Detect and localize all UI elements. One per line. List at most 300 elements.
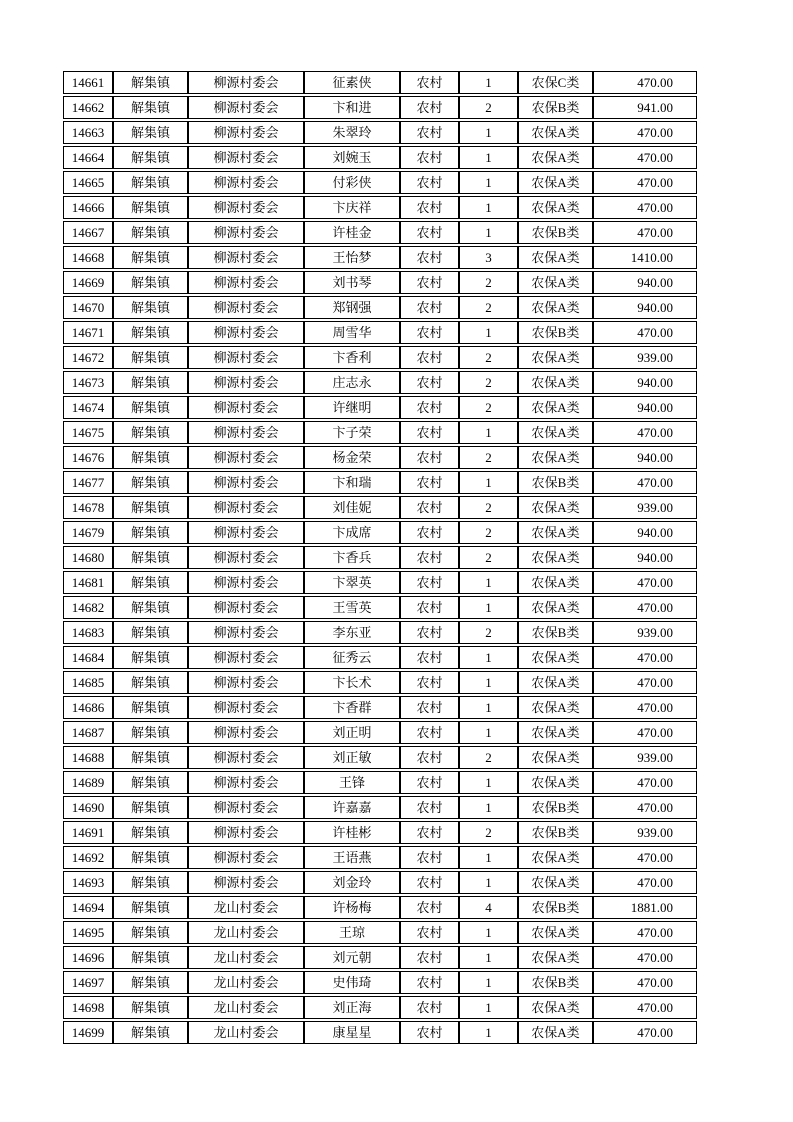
table-row — [63, 571, 697, 594]
amount-cell: 941.00 — [593, 96, 697, 119]
amount-cell: 940.00 — [593, 371, 697, 394]
headcount-cell: 1 — [459, 771, 518, 794]
insurance-category-cell: 农保A类 — [518, 746, 593, 769]
record-id-cell: 14685 — [63, 671, 113, 694]
insurance-category-cell: 农保A类 — [518, 921, 593, 944]
town-cell: 解集镇 — [113, 971, 188, 994]
town-cell: 解集镇 — [113, 446, 188, 469]
headcount-cell: 1 — [459, 321, 518, 344]
residence-type-cell: 农村 — [400, 521, 459, 544]
insurance-category-cell: 农保A类 — [518, 596, 593, 619]
village-committee-cell: 柳源村委会 — [188, 421, 304, 444]
record-id-cell: 14683 — [63, 621, 113, 644]
record-id-cell: 14687 — [63, 721, 113, 744]
village-committee-cell: 柳源村委会 — [188, 221, 304, 244]
record-id-cell: 14696 — [63, 946, 113, 969]
headcount-cell: 1 — [459, 121, 518, 144]
person-name-cell: 许继明 — [304, 396, 400, 419]
person-name-cell: 刘正敏 — [304, 746, 400, 769]
table-row — [63, 446, 697, 469]
table-row — [63, 296, 697, 319]
town-cell: 解集镇 — [113, 371, 188, 394]
table-row — [63, 71, 697, 94]
record-id-cell: 14678 — [63, 496, 113, 519]
town-cell: 解集镇 — [113, 521, 188, 544]
amount-cell: 470.00 — [593, 771, 697, 794]
person-name-cell: 卞香群 — [304, 696, 400, 719]
residence-type-cell: 农村 — [400, 146, 459, 169]
residence-type-cell: 农村 — [400, 71, 459, 94]
amount-cell: 470.00 — [593, 871, 697, 894]
residence-type-cell: 农村 — [400, 346, 459, 369]
residence-type-cell: 农村 — [400, 771, 459, 794]
town-cell: 解集镇 — [113, 996, 188, 1019]
headcount-cell: 1 — [459, 671, 518, 694]
amount-cell: 470.00 — [593, 971, 697, 994]
person-name-cell: 许桂彬 — [304, 821, 400, 844]
amount-cell: 470.00 — [593, 171, 697, 194]
insurance-category-cell: 农保A类 — [518, 571, 593, 594]
residence-type-cell: 农村 — [400, 1021, 459, 1044]
record-id-cell: 14677 — [63, 471, 113, 494]
insurance-category-cell: 农保B类 — [518, 796, 593, 819]
table-row — [63, 621, 697, 644]
record-id-cell: 14690 — [63, 796, 113, 819]
insurance-category-cell: 农保A类 — [518, 671, 593, 694]
village-committee-cell: 龙山村委会 — [188, 946, 304, 969]
person-name-cell: 刘正海 — [304, 996, 400, 1019]
insurance-category-cell: 农保A类 — [518, 196, 593, 219]
person-name-cell: 征素侠 — [304, 71, 400, 94]
residence-type-cell: 农村 — [400, 121, 459, 144]
person-name-cell: 卞翠英 — [304, 571, 400, 594]
headcount-cell: 1 — [459, 846, 518, 869]
headcount-cell: 2 — [459, 621, 518, 644]
headcount-cell: 1 — [459, 171, 518, 194]
amount-cell: 470.00 — [593, 796, 697, 819]
amount-cell: 470.00 — [593, 846, 697, 869]
insurance-category-cell: 农保A类 — [518, 396, 593, 419]
residence-type-cell: 农村 — [400, 621, 459, 644]
town-cell: 解集镇 — [113, 946, 188, 969]
headcount-cell: 2 — [459, 496, 518, 519]
residence-type-cell: 农村 — [400, 971, 459, 994]
record-id-cell: 14697 — [63, 971, 113, 994]
table-row — [63, 771, 697, 794]
table-row — [63, 946, 697, 969]
person-name-cell: 刘婉玉 — [304, 146, 400, 169]
insurance-category-cell: 农保A类 — [518, 846, 593, 869]
headcount-cell: 1 — [459, 221, 518, 244]
person-name-cell: 刘书琴 — [304, 271, 400, 294]
amount-cell: 470.00 — [593, 196, 697, 219]
table-row — [63, 271, 697, 294]
headcount-cell: 1 — [459, 871, 518, 894]
town-cell: 解集镇 — [113, 121, 188, 144]
record-id-cell: 14691 — [63, 821, 113, 844]
headcount-cell: 1 — [459, 71, 518, 94]
insurance-category-cell: 农保A类 — [518, 871, 593, 894]
headcount-cell: 2 — [459, 446, 518, 469]
headcount-cell: 1 — [459, 571, 518, 594]
residence-type-cell: 农村 — [400, 821, 459, 844]
person-name-cell: 卞长术 — [304, 671, 400, 694]
person-name-cell: 康星星 — [304, 1021, 400, 1044]
person-name-cell: 卞庆祥 — [304, 196, 400, 219]
record-id-cell: 14699 — [63, 1021, 113, 1044]
headcount-cell: 1 — [459, 1021, 518, 1044]
headcount-cell: 4 — [459, 896, 518, 919]
record-id-cell: 14686 — [63, 696, 113, 719]
village-committee-cell: 柳源村委会 — [188, 71, 304, 94]
amount-cell: 470.00 — [593, 421, 697, 444]
person-name-cell: 史伟琦 — [304, 971, 400, 994]
residence-type-cell: 农村 — [400, 171, 459, 194]
person-name-cell: 庄志永 — [304, 371, 400, 394]
table-row — [63, 971, 697, 994]
town-cell: 解集镇 — [113, 171, 188, 194]
amount-cell: 940.00 — [593, 296, 697, 319]
town-cell: 解集镇 — [113, 496, 188, 519]
record-id-cell: 14692 — [63, 846, 113, 869]
amount-cell: 940.00 — [593, 271, 697, 294]
amount-cell: 1410.00 — [593, 246, 697, 269]
record-id-cell: 14684 — [63, 646, 113, 669]
amount-cell: 940.00 — [593, 396, 697, 419]
town-cell: 解集镇 — [113, 271, 188, 294]
amount-cell: 470.00 — [593, 646, 697, 669]
person-name-cell: 刘元朝 — [304, 946, 400, 969]
person-name-cell: 刘佳妮 — [304, 496, 400, 519]
record-id-cell: 14679 — [63, 521, 113, 544]
residence-type-cell: 农村 — [400, 246, 459, 269]
table-row — [63, 196, 697, 219]
insurance-category-cell: 农保B类 — [518, 821, 593, 844]
record-id-cell: 14695 — [63, 921, 113, 944]
village-committee-cell: 柳源村委会 — [188, 496, 304, 519]
insurance-category-cell: 农保A类 — [518, 296, 593, 319]
table-row — [63, 371, 697, 394]
person-name-cell: 卞子荣 — [304, 421, 400, 444]
residence-type-cell: 农村 — [400, 896, 459, 919]
headcount-cell: 2 — [459, 271, 518, 294]
amount-cell: 470.00 — [593, 71, 697, 94]
record-id-cell: 14682 — [63, 596, 113, 619]
table-row — [63, 671, 697, 694]
residence-type-cell: 农村 — [400, 271, 459, 294]
headcount-cell: 2 — [459, 546, 518, 569]
table-row — [63, 321, 697, 344]
insurance-category-cell: 农保A类 — [518, 646, 593, 669]
town-cell: 解集镇 — [113, 296, 188, 319]
record-id-cell: 14674 — [63, 396, 113, 419]
town-cell: 解集镇 — [113, 896, 188, 919]
amount-cell: 470.00 — [593, 946, 697, 969]
town-cell: 解集镇 — [113, 246, 188, 269]
town-cell: 解集镇 — [113, 646, 188, 669]
town-cell: 解集镇 — [113, 221, 188, 244]
town-cell: 解集镇 — [113, 571, 188, 594]
town-cell: 解集镇 — [113, 796, 188, 819]
residence-type-cell: 农村 — [400, 96, 459, 119]
person-name-cell: 许桂金 — [304, 221, 400, 244]
table-row — [63, 246, 697, 269]
headcount-cell: 2 — [459, 521, 518, 544]
headcount-cell: 1 — [459, 596, 518, 619]
headcount-cell: 2 — [459, 296, 518, 319]
record-id-cell: 14689 — [63, 771, 113, 794]
insurance-category-cell: 农保A类 — [518, 496, 593, 519]
headcount-cell: 1 — [459, 721, 518, 744]
headcount-cell: 2 — [459, 746, 518, 769]
residence-type-cell: 农村 — [400, 846, 459, 869]
village-committee-cell: 柳源村委会 — [188, 871, 304, 894]
residence-type-cell: 农村 — [400, 496, 459, 519]
amount-cell: 470.00 — [593, 596, 697, 619]
residence-type-cell: 农村 — [400, 996, 459, 1019]
amount-cell: 940.00 — [593, 546, 697, 569]
town-cell: 解集镇 — [113, 96, 188, 119]
residence-type-cell: 农村 — [400, 196, 459, 219]
residence-type-cell: 农村 — [400, 746, 459, 769]
town-cell: 解集镇 — [113, 321, 188, 344]
insurance-category-cell: 农保B类 — [518, 621, 593, 644]
town-cell: 解集镇 — [113, 671, 188, 694]
village-committee-cell: 柳源村委会 — [188, 621, 304, 644]
table-row — [63, 421, 697, 444]
village-committee-cell: 柳源村委会 — [188, 721, 304, 744]
residence-type-cell: 农村 — [400, 596, 459, 619]
record-id-cell: 14670 — [63, 296, 113, 319]
insurance-category-cell: 农保A类 — [518, 721, 593, 744]
record-id-cell: 14672 — [63, 346, 113, 369]
insurance-category-cell: 农保A类 — [518, 371, 593, 394]
record-id-cell: 14662 — [63, 96, 113, 119]
amount-cell: 939.00 — [593, 821, 697, 844]
person-name-cell: 卞香利 — [304, 346, 400, 369]
town-cell: 解集镇 — [113, 396, 188, 419]
town-cell: 解集镇 — [113, 1021, 188, 1044]
town-cell: 解集镇 — [113, 421, 188, 444]
table-row — [63, 146, 697, 169]
residence-type-cell: 农村 — [400, 371, 459, 394]
headcount-cell: 1 — [459, 946, 518, 969]
village-committee-cell: 柳源村委会 — [188, 796, 304, 819]
insurance-category-cell: 农保A类 — [518, 346, 593, 369]
person-name-cell: 周雪华 — [304, 321, 400, 344]
headcount-cell: 1 — [459, 146, 518, 169]
residence-type-cell: 农村 — [400, 421, 459, 444]
record-id-cell: 14673 — [63, 371, 113, 394]
village-committee-cell: 柳源村委会 — [188, 546, 304, 569]
town-cell: 解集镇 — [113, 546, 188, 569]
town-cell: 解集镇 — [113, 196, 188, 219]
table-row — [63, 796, 697, 819]
residence-type-cell: 农村 — [400, 946, 459, 969]
village-committee-cell: 柳源村委会 — [188, 771, 304, 794]
residence-type-cell: 农村 — [400, 221, 459, 244]
person-name-cell: 许嘉嘉 — [304, 796, 400, 819]
village-committee-cell: 柳源村委会 — [188, 846, 304, 869]
table-row — [63, 171, 697, 194]
insurance-category-cell: 农保B类 — [518, 896, 593, 919]
person-name-cell: 王雪英 — [304, 596, 400, 619]
village-committee-cell: 龙山村委会 — [188, 971, 304, 994]
table-row — [63, 596, 697, 619]
amount-cell: 940.00 — [593, 521, 697, 544]
insurance-category-cell: 农保A类 — [518, 521, 593, 544]
amount-cell: 470.00 — [593, 221, 697, 244]
amount-cell: 939.00 — [593, 621, 697, 644]
insurance-category-cell: 农保B类 — [518, 96, 593, 119]
town-cell: 解集镇 — [113, 146, 188, 169]
table-row — [63, 521, 697, 544]
village-committee-cell: 柳源村委会 — [188, 596, 304, 619]
person-name-cell: 李东亚 — [304, 621, 400, 644]
headcount-cell: 2 — [459, 346, 518, 369]
person-name-cell: 王琼 — [304, 921, 400, 944]
village-committee-cell: 柳源村委会 — [188, 571, 304, 594]
table-row — [63, 221, 697, 244]
insurance-category-cell: 农保B类 — [518, 971, 593, 994]
record-id-cell: 14665 — [63, 171, 113, 194]
town-cell: 解集镇 — [113, 346, 188, 369]
record-id-cell: 14667 — [63, 221, 113, 244]
table-row — [63, 846, 697, 869]
headcount-cell: 1 — [459, 796, 518, 819]
town-cell: 解集镇 — [113, 621, 188, 644]
headcount-cell: 1 — [459, 646, 518, 669]
residence-type-cell: 农村 — [400, 396, 459, 419]
table-row — [63, 396, 697, 419]
record-id-cell: 14663 — [63, 121, 113, 144]
person-name-cell: 付彩侠 — [304, 171, 400, 194]
amount-cell: 1881.00 — [593, 896, 697, 919]
insurance-category-cell: 农保A类 — [518, 771, 593, 794]
person-name-cell: 刘正明 — [304, 721, 400, 744]
headcount-cell: 1 — [459, 921, 518, 944]
insurance-category-cell: 农保C类 — [518, 71, 593, 94]
village-committee-cell: 柳源村委会 — [188, 646, 304, 669]
record-id-cell: 14661 — [63, 71, 113, 94]
amount-cell: 940.00 — [593, 446, 697, 469]
insurance-category-cell: 农保B类 — [518, 221, 593, 244]
village-committee-cell: 柳源村委会 — [188, 171, 304, 194]
insurance-category-cell: 农保B类 — [518, 321, 593, 344]
table-row — [63, 546, 697, 569]
residence-type-cell: 农村 — [400, 721, 459, 744]
headcount-cell: 1 — [459, 996, 518, 1019]
village-committee-cell: 柳源村委会 — [188, 296, 304, 319]
record-id-cell: 14693 — [63, 871, 113, 894]
residence-type-cell: 农村 — [400, 671, 459, 694]
amount-cell: 939.00 — [593, 346, 697, 369]
insurance-category-cell: 农保A类 — [518, 246, 593, 269]
headcount-cell: 3 — [459, 246, 518, 269]
amount-cell: 939.00 — [593, 746, 697, 769]
village-committee-cell: 龙山村委会 — [188, 1021, 304, 1044]
residence-type-cell: 农村 — [400, 796, 459, 819]
record-id-cell: 14664 — [63, 146, 113, 169]
headcount-cell: 1 — [459, 696, 518, 719]
village-committee-cell: 柳源村委会 — [188, 271, 304, 294]
town-cell: 解集镇 — [113, 771, 188, 794]
record-id-cell: 14671 — [63, 321, 113, 344]
person-name-cell: 许杨梅 — [304, 896, 400, 919]
table-row — [63, 96, 697, 119]
insurance-category-cell: 农保A类 — [518, 546, 593, 569]
town-cell: 解集镇 — [113, 71, 188, 94]
record-id-cell: 14680 — [63, 546, 113, 569]
record-id-cell: 14681 — [63, 571, 113, 594]
record-id-cell: 14688 — [63, 746, 113, 769]
village-committee-cell: 龙山村委会 — [188, 896, 304, 919]
village-committee-cell: 柳源村委会 — [188, 321, 304, 344]
village-committee-cell: 柳源村委会 — [188, 371, 304, 394]
insurance-category-cell: 农保B类 — [518, 471, 593, 494]
residence-type-cell: 农村 — [400, 871, 459, 894]
person-name-cell: 王锋 — [304, 771, 400, 794]
insurance-category-cell: 农保A类 — [518, 996, 593, 1019]
person-name-cell: 卞香兵 — [304, 546, 400, 569]
person-name-cell: 卞和瑞 — [304, 471, 400, 494]
amount-cell: 470.00 — [593, 571, 697, 594]
residence-type-cell: 农村 — [400, 546, 459, 569]
insurance-category-cell: 农保A类 — [518, 271, 593, 294]
headcount-cell: 2 — [459, 821, 518, 844]
table-row — [63, 121, 697, 144]
table-row — [63, 1021, 697, 1044]
village-committee-cell: 龙山村委会 — [188, 996, 304, 1019]
residence-type-cell: 农村 — [400, 696, 459, 719]
headcount-cell: 1 — [459, 421, 518, 444]
person-name-cell: 王语燕 — [304, 846, 400, 869]
town-cell: 解集镇 — [113, 871, 188, 894]
amount-cell: 470.00 — [593, 996, 697, 1019]
town-cell: 解集镇 — [113, 921, 188, 944]
village-committee-cell: 柳源村委会 — [188, 96, 304, 119]
village-committee-cell: 柳源村委会 — [188, 671, 304, 694]
amount-cell: 470.00 — [593, 696, 697, 719]
record-id-cell: 14698 — [63, 996, 113, 1019]
village-committee-cell: 柳源村委会 — [188, 471, 304, 494]
insurance-category-cell: 农保A类 — [518, 946, 593, 969]
record-id-cell: 14676 — [63, 446, 113, 469]
village-committee-cell: 柳源村委会 — [188, 521, 304, 544]
village-committee-cell: 龙山村委会 — [188, 921, 304, 944]
table-row — [63, 871, 697, 894]
table-row — [63, 896, 697, 919]
village-committee-cell: 柳源村委会 — [188, 446, 304, 469]
amount-cell: 470.00 — [593, 921, 697, 944]
table-row — [63, 821, 697, 844]
town-cell: 解集镇 — [113, 471, 188, 494]
table-row — [63, 496, 697, 519]
residence-type-cell: 农村 — [400, 321, 459, 344]
insurance-category-cell: 农保A类 — [518, 1021, 593, 1044]
village-committee-cell: 柳源村委会 — [188, 346, 304, 369]
amount-cell: 470.00 — [593, 1021, 697, 1044]
village-committee-cell: 柳源村委会 — [188, 821, 304, 844]
record-id-cell: 14694 — [63, 896, 113, 919]
table-row — [63, 721, 697, 744]
table-row — [63, 346, 697, 369]
village-committee-cell: 柳源村委会 — [188, 196, 304, 219]
village-committee-cell: 柳源村委会 — [188, 121, 304, 144]
table-row — [63, 696, 697, 719]
town-cell: 解集镇 — [113, 746, 188, 769]
town-cell: 解集镇 — [113, 846, 188, 869]
